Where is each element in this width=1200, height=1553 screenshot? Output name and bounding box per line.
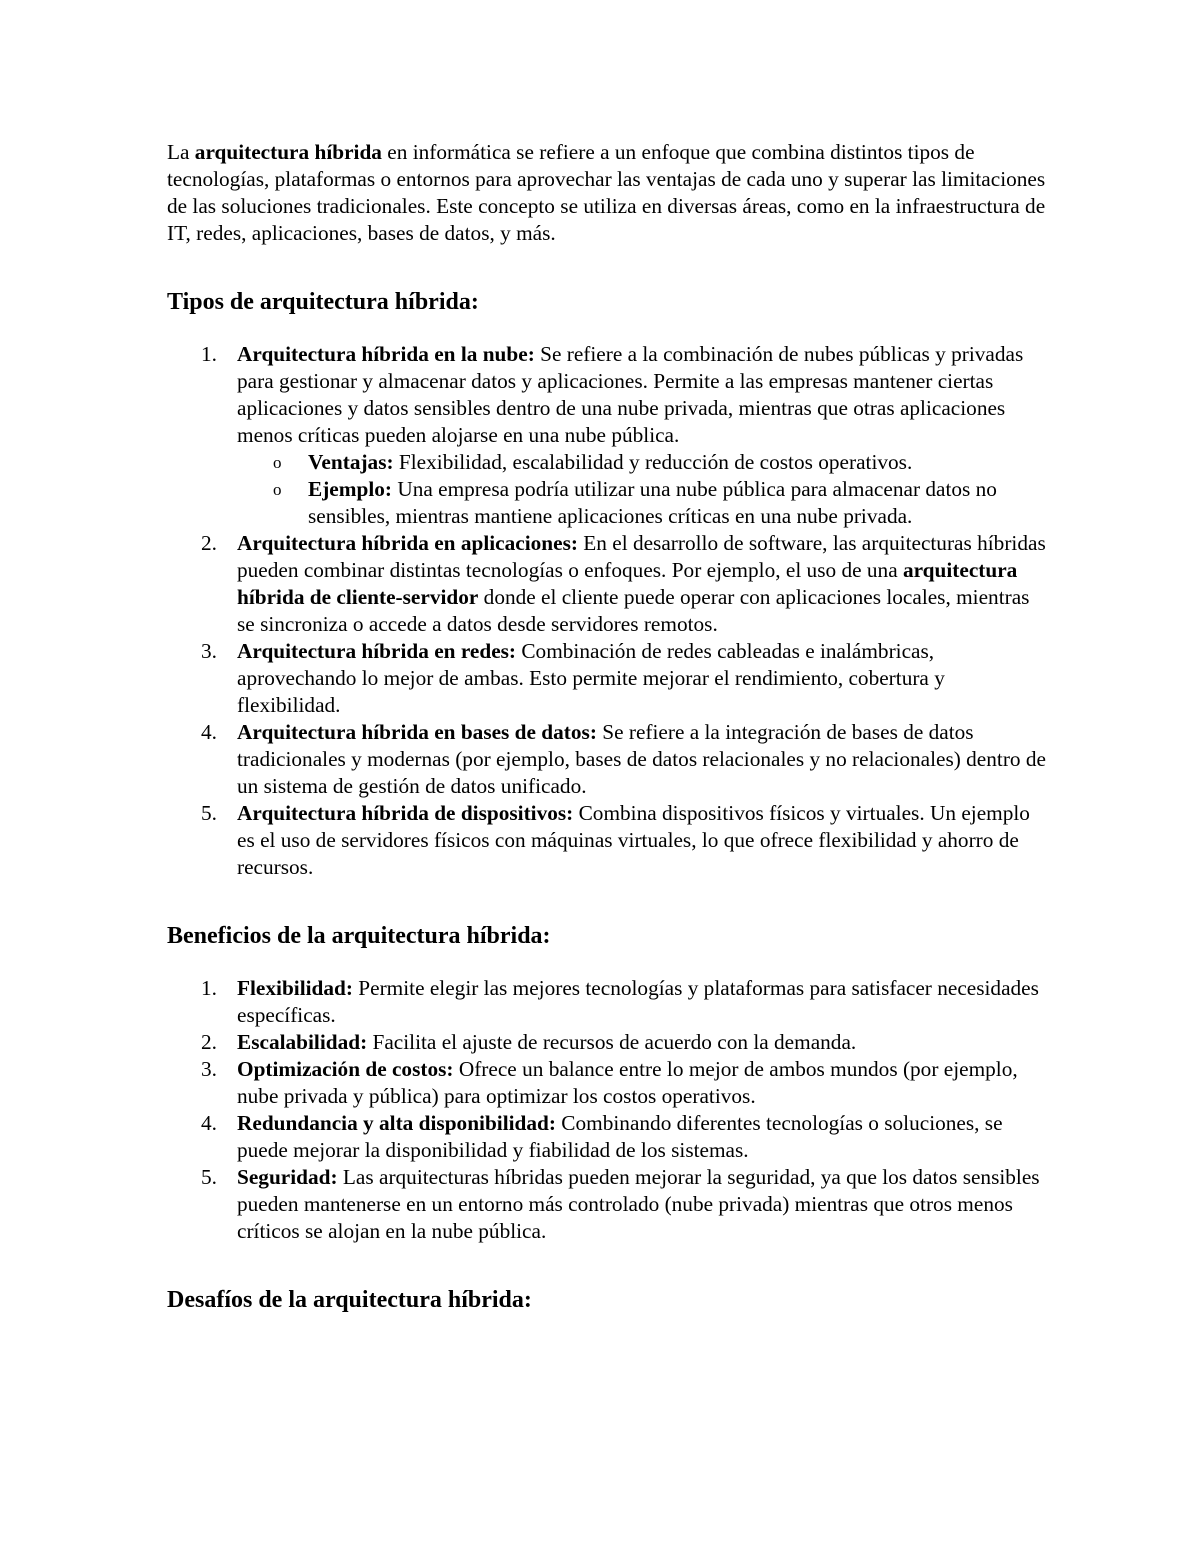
list-item bbox=[167, 638, 1047, 719]
item-title: Arquitectura híbrida en la nube: bbox=[237, 342, 535, 366]
list-number: 2. bbox=[201, 1030, 217, 1054]
list-number: 3. bbox=[201, 639, 217, 663]
heading-tipos: Tipos de arquitectura híbrida: bbox=[167, 289, 479, 315]
item-text: En el desarrollo de software, las arquitecturas híbridas pueden combinar distintas tecnologías o enfoques. Por ejemplo, el uso de una bbox=[237, 531, 1046, 582]
list-number: 4. bbox=[201, 720, 217, 744]
item-text: Facilita el ajuste de recursos de acuerdo con la demanda. bbox=[367, 1030, 857, 1054]
item-title: Arquitectura híbrida de dispositivos: bbox=[237, 801, 574, 825]
sub-item-text: Flexibilidad, escalabilidad y reducción de costos operativos. bbox=[393, 450, 913, 474]
sub-list-item bbox=[237, 476, 1047, 530]
sub-item-title: Ventajas: bbox=[308, 450, 394, 474]
list-number: 1. bbox=[201, 976, 217, 1000]
list-number: 1. bbox=[201, 342, 217, 366]
item-title: Seguridad: bbox=[237, 1165, 338, 1189]
list-item bbox=[167, 341, 1047, 530]
list-number: 5. bbox=[201, 1165, 217, 1189]
item-text: Ofrece un balance entre lo mejor de ambos mundos (por ejemplo, nube privada y pública) para optimizar los costos operativos. bbox=[237, 1057, 1018, 1108]
item-title: Escalabilidad: bbox=[237, 1030, 368, 1054]
list-number: 3. bbox=[201, 1057, 217, 1081]
intro-bold-term: arquitectura híbrida bbox=[194, 140, 382, 164]
bullet-icon: o bbox=[273, 480, 282, 499]
item-text: Las arquitecturas híbridas pueden mejorar la seguridad, ya que los datos sensibles pueden mantenerse en un entorno más controlado (nube privada) mientras que otros menos críticos se alojan en la nube pública. bbox=[237, 1165, 1040, 1243]
item-title: Arquitectura híbrida en bases de datos: bbox=[237, 720, 597, 744]
item-text: Se refiere a la combinación de nubes públicas y privadas para gestionar y almacenar datos y aplicaciones. Permite a las empresas mantener ciertas aplicaciones y datos sensibles dentro de una nube privada, mientras que otras aplicaciones menos críticas pueden alojarse en una nube pública. bbox=[237, 342, 1024, 447]
list-number: 4. bbox=[201, 1111, 217, 1135]
item-title: Arquitectura híbrida en redes: bbox=[237, 639, 517, 663]
item-title: Redundancia y alta disponibilidad: bbox=[237, 1111, 556, 1135]
item-title: Flexibilidad: bbox=[237, 976, 353, 1000]
list-number: 2. bbox=[201, 531, 217, 555]
list-item bbox=[167, 530, 1047, 638]
list-item bbox=[167, 1029, 1047, 1056]
item-title: Arquitectura híbrida en aplicaciones: bbox=[237, 531, 578, 555]
list-number: 5. bbox=[201, 801, 217, 825]
item-text: Combina dispositivos físicos y virtuales. Un ejemplo es el uso de servidores físicos con máquinas virtuales, lo que ofrece flexibilidad y ahorro de recursos. bbox=[237, 801, 1030, 879]
document-body bbox=[167, 139, 1047, 1315]
sub-list bbox=[237, 449, 1047, 530]
sub-list-item bbox=[237, 449, 1047, 476]
sub-item-title: Ejemplo: bbox=[308, 477, 392, 501]
tipos-list bbox=[167, 341, 1047, 881]
item-text: Combinando diferentes tecnologías o soluciones, se puede mejorar la disponibilidad y fiabilidad de los sistemas. bbox=[237, 1111, 1003, 1162]
intro-text-rest: en informática se refiere a un enfoque que combina distintos tipos de tecnologías, plataformas o entornos para aprovechar las ventajas de cada uno y superar las limitaciones de las soluciones tradicionales. Este concepto se utiliza en diversas áreas, como en la infraestructura de IT, redes, aplicaciones, bases de datos, y más. bbox=[167, 140, 1046, 245]
sub-item-text: Una empresa podría utilizar una nube pública para almacenar datos no sensibles, mientras mantiene aplicaciones críticas en una nube privada. bbox=[308, 477, 997, 528]
beneficios-list bbox=[167, 975, 1047, 1245]
heading-beneficios: Beneficios de la arquitectura híbrida: bbox=[167, 923, 551, 949]
list-item bbox=[167, 975, 1047, 1029]
list-item bbox=[167, 1164, 1047, 1245]
item-bold-term: arquitectura híbrida de cliente-servidor bbox=[237, 558, 1018, 609]
item-text: Combinación de redes cableadas e inalámbricas, aprovechando lo mejor de ambas. Esto permite mejorar el rendimiento, cobertura y flexibilidad. bbox=[237, 639, 945, 717]
list-item bbox=[167, 1056, 1047, 1110]
item-text: Permite elegir las mejores tecnologías y plataformas para satisfacer necesidades específicas. bbox=[237, 976, 1039, 1027]
list-item bbox=[167, 719, 1047, 800]
list-item bbox=[167, 800, 1047, 881]
heading-desafios: Desafíos de la arquitectura híbrida: bbox=[167, 1287, 532, 1313]
intro-paragraph bbox=[167, 139, 1047, 247]
item-text: Se refiere a la integración de bases de datos tradicionales y modernas (por ejemplo, bases de datos relacionales y no relacionales) dentro de un sistema de gestión de datos unificado. bbox=[237, 720, 1046, 798]
item-title: Optimización de costos: bbox=[237, 1057, 454, 1081]
list-item bbox=[167, 1110, 1047, 1164]
bullet-icon: o bbox=[273, 453, 282, 472]
item-text-rest: donde el cliente puede operar con aplicaciones locales, mientras se sincroniza o accede a datos desde servidores remotos. bbox=[237, 585, 1030, 636]
intro-text-start: La bbox=[167, 140, 195, 164]
